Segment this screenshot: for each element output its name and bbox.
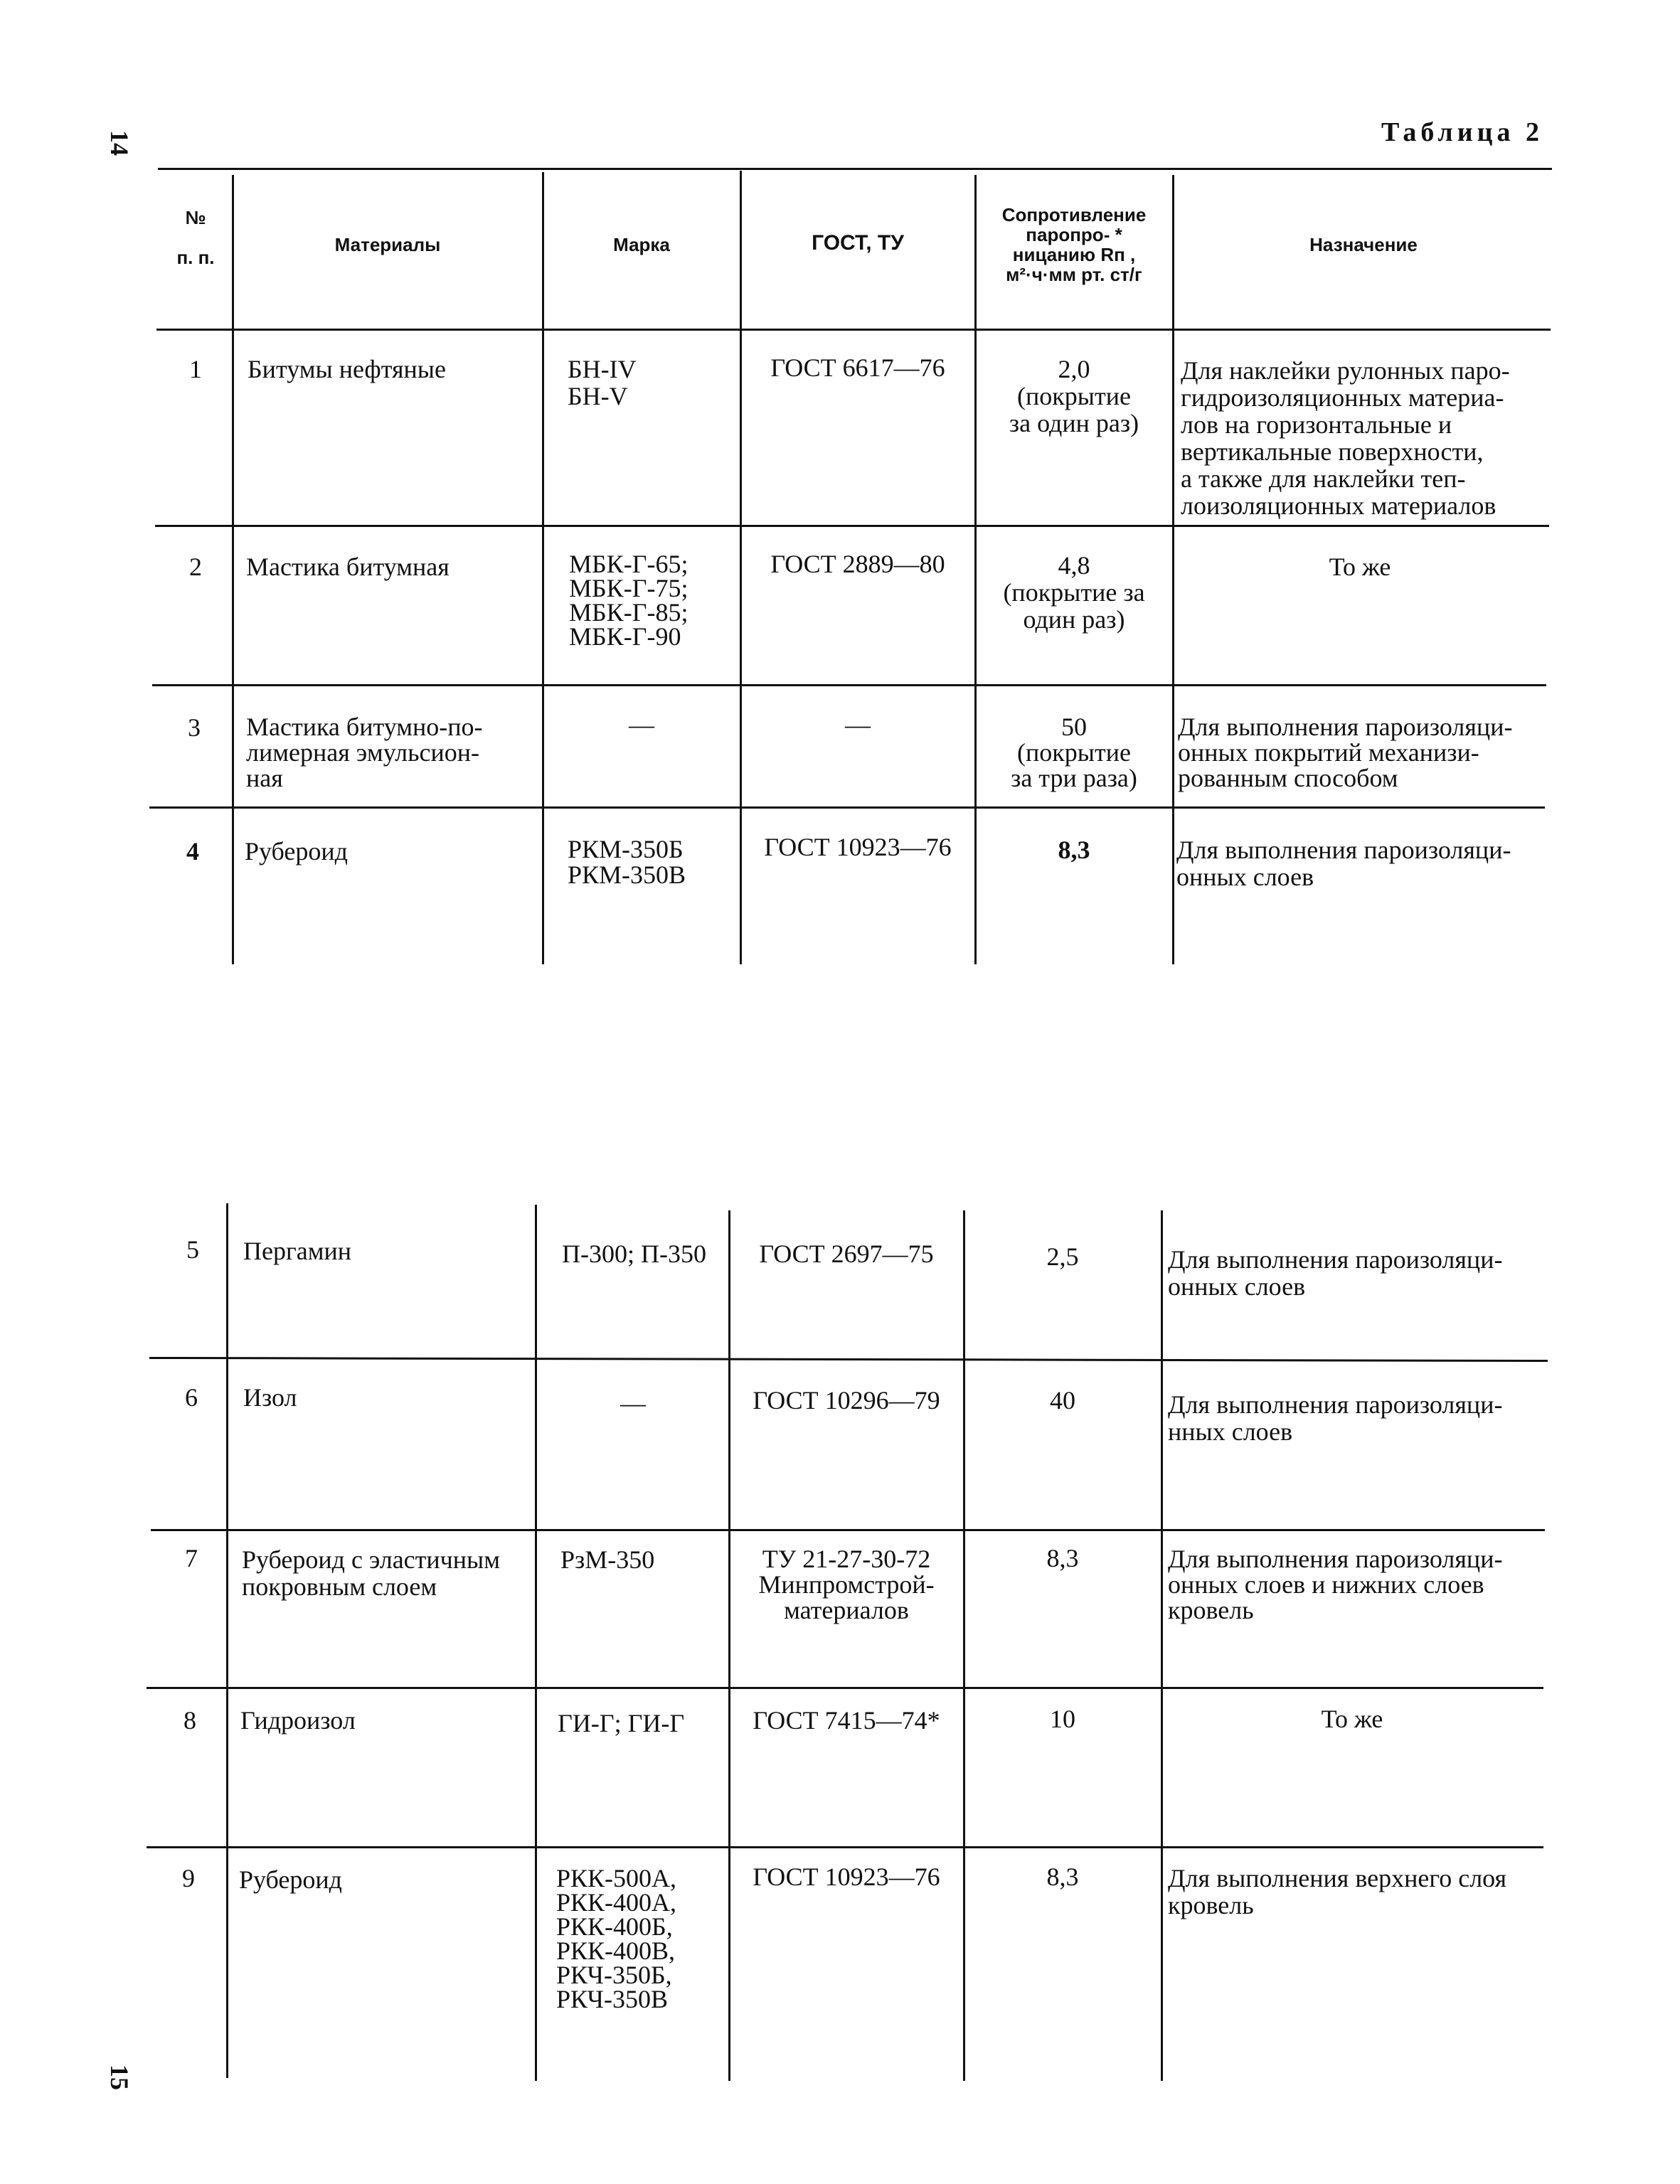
row-1-gost: ГОСТ 6617—76 <box>770 353 945 382</box>
row-7-material: Рубероид с эластичным покровным слоем <box>242 1545 500 1601</box>
row-6-gost: ГОСТ 10296—79 <box>753 1386 940 1415</box>
row-4-brand: РКМ-350Б РКМ-350В <box>568 835 686 889</box>
row-9-num: 9 <box>182 1864 195 1892</box>
row-2-material: Мастика битумная <box>246 553 450 581</box>
row-3-gost: — <box>845 710 871 739</box>
page-number-top: 14 <box>105 130 134 156</box>
header-bottom-rule <box>156 329 1551 331</box>
row-1-material: Битумы нефтяные <box>248 355 446 383</box>
row-divider <box>147 1846 1543 1848</box>
row-5-gost: ГОСТ 2697—75 <box>759 1240 934 1268</box>
row-5-resistance: 2,5 <box>1046 1242 1079 1271</box>
row-1-purpose: Для наклейки рулонных паро- гидроизоляционных материа- лов на горизонтальные и вертикальные поверхности, а также для наклейки теп- лоизоляционных материалов <box>1181 356 1510 520</box>
col-divider <box>974 175 977 964</box>
row-3-num: 3 <box>188 713 201 742</box>
row-6-resistance: 40 <box>1050 1386 1075 1415</box>
col-divider <box>232 175 234 964</box>
row-6-material: Изол <box>243 1383 297 1412</box>
header-purpose: Назначение <box>1309 234 1418 255</box>
row-8-purpose: То же <box>1321 1705 1383 1733</box>
row-8-material: Гидроизол <box>240 1706 356 1735</box>
col-divider <box>226 1203 228 2078</box>
row-8-num: 8 <box>184 1706 196 1735</box>
row-divider <box>151 1529 1545 1531</box>
row-divider <box>149 806 1545 809</box>
row-6-brand: — <box>620 1389 646 1417</box>
row-divider <box>152 684 1546 686</box>
row-4-purpose: Для выполнения пароизоляци- онных слоев <box>1176 836 1511 891</box>
row-5-purpose: Для выполнения пароизоляци- онных слоев <box>1168 1245 1503 1301</box>
header-gost: ГОСТ, ТУ <box>812 231 904 255</box>
row-6-num: 6 <box>185 1383 198 1412</box>
row-7-resistance: 8,3 <box>1046 1544 1079 1572</box>
page-number-bottom: 15 <box>105 2065 134 2090</box>
row-1-brand: БН-IV БН-V <box>568 355 637 410</box>
row-7-brand: РзМ-350 <box>560 1545 655 1574</box>
col-divider <box>740 171 742 964</box>
row-2-purpose: То же <box>1329 553 1391 581</box>
row-4-resistance: 8,3 <box>1058 836 1090 864</box>
row-2-gost: ГОСТ 2889—80 <box>770 550 945 578</box>
row-9-purpose: Для выполнения верхнего слоя кровель <box>1168 1864 1507 1919</box>
row-5-brand: П-300; П-350 <box>562 1240 706 1268</box>
row-divider <box>155 525 1549 527</box>
header-material: Материалы <box>334 234 441 255</box>
table-caption: Таблица 2 <box>1381 117 1543 147</box>
row-8-brand: ГИ-Г; ГИ-Г <box>558 1709 685 1737</box>
row-7-purpose: Для выполнения пароизоляци- онных слоев и нижних слоев кровель <box>1168 1545 1503 1624</box>
row-2-brand: МБК-Г-65; МБК-Г-75; МБК-Г-85; МБК-Г-90 <box>569 550 689 651</box>
col-divider <box>1161 1210 1163 2081</box>
row-8-resistance: 10 <box>1050 1705 1075 1733</box>
table-top-rule <box>158 168 1552 170</box>
header-num: № п. п. <box>176 207 215 268</box>
row-divider <box>149 1357 1548 1362</box>
row-2-resistance: 4,8 (покрытие за один раз) <box>1003 551 1145 634</box>
row-8-gost: ГОСТ 7415—74* <box>753 1706 940 1735</box>
col-divider <box>535 1205 537 2081</box>
row-3-resistance: 50 (покрытие за три раза) <box>1011 713 1137 792</box>
row-4-gost: ГОСТ 10923—76 <box>764 833 952 861</box>
col-divider <box>728 1210 730 2081</box>
row-1-resistance: 2,0 (покрытие за один раз) <box>1009 355 1139 437</box>
row-3-brand: — <box>629 710 654 739</box>
header-resistance: Сопротивление паропро- * ницанию Rп , м²·ч·мм рт. ст/г <box>1001 204 1147 285</box>
row-9-brand: РКК-500А, РКК-400А, РКК-400Б, РКК-400В, РКЧ-350Б, РКЧ-350В <box>556 1864 677 2013</box>
row-6-purpose: Для выполнения пароизоляци- нных слоев <box>1168 1390 1503 1446</box>
row-divider <box>147 1687 1543 1689</box>
col-divider <box>1172 175 1174 964</box>
row-5-material: Пергамин <box>243 1237 352 1265</box>
row-3-material: Мастика битумно-по- лимерная эмульсион- ная <box>246 713 483 792</box>
row-2-num: 2 <box>189 553 202 581</box>
row-4-material: Рубероид <box>245 837 348 865</box>
row-9-resistance: 8,3 <box>1046 1863 1079 1891</box>
row-1-num: 1 <box>189 355 202 383</box>
row-5-num: 5 <box>186 1235 199 1264</box>
row-4-num: 4 <box>186 837 199 865</box>
header-brand: Марка <box>613 234 670 255</box>
row-9-gost: ГОСТ 10923—76 <box>753 1863 940 1891</box>
col-divider <box>542 172 544 964</box>
row-7-num: 7 <box>185 1544 198 1572</box>
row-9-material: Рубероид <box>239 1865 342 1894</box>
row-7-gost: ТУ 21-27-30-72 Минпромстрой- материалов <box>758 1545 935 1624</box>
row-3-purpose: Для выполнения пароизоляци- онных покрытий механизи- рованным способом <box>1178 713 1513 792</box>
col-divider <box>963 1210 965 2081</box>
